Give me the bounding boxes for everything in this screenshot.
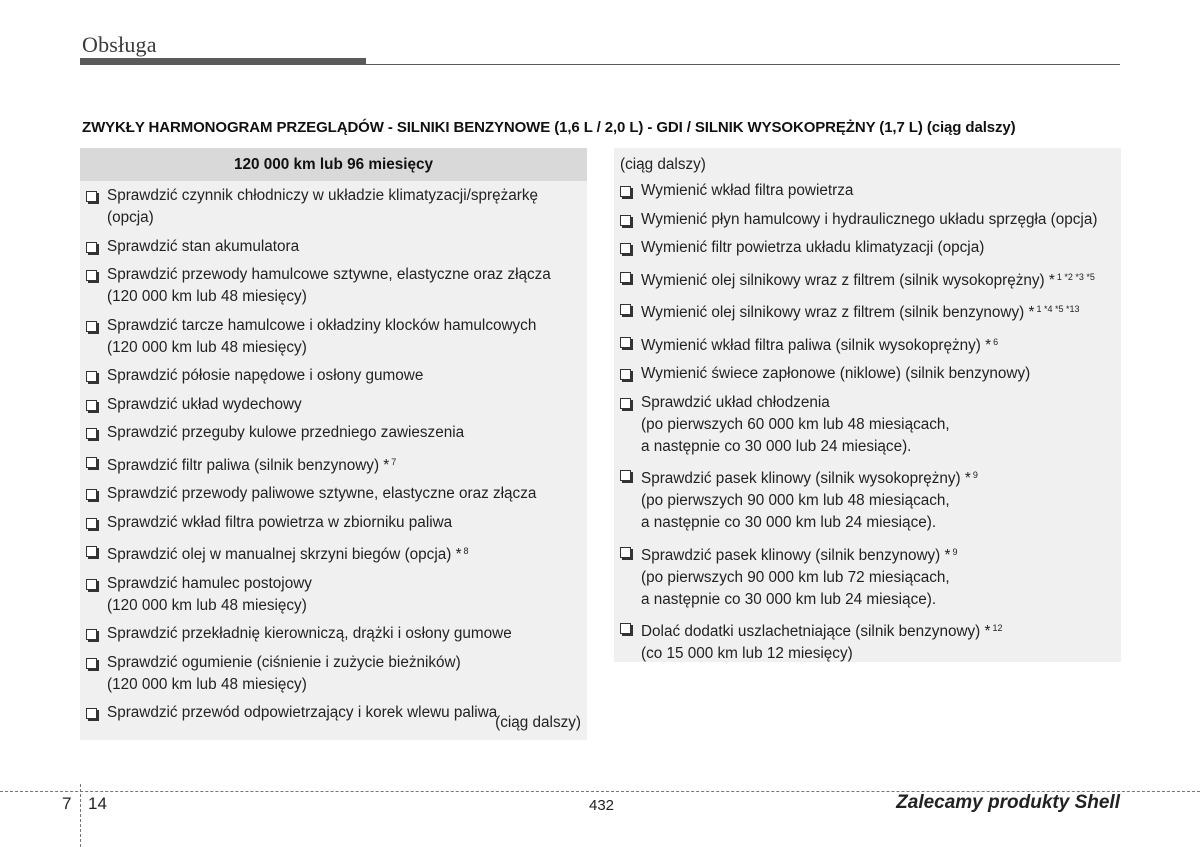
checkbox-icon — [86, 400, 97, 411]
footnote-reference: 1 *2 *3 *5 — [1056, 271, 1095, 282]
checkbox-icon — [86, 191, 97, 202]
checkbox-icon — [86, 579, 97, 590]
checkbox-icon — [620, 186, 631, 197]
checklist-item — [618, 180, 1121, 202]
checklist-item — [84, 451, 587, 477]
checkbox-icon — [86, 546, 97, 557]
checkbox-icon — [86, 371, 97, 382]
checklist-item — [618, 266, 1121, 292]
checklist-item — [618, 237, 1121, 259]
left-item-list — [80, 181, 587, 724]
checkbox-icon — [620, 547, 631, 558]
checklist-item-text: Wymienić świece zapłonowe (niklowe) (silnik benzynowy) — [641, 365, 1031, 382]
checklist-item-text: Sprawdzić przewody paliwowe sztywne, elastyczne oraz złącza — [107, 485, 537, 502]
checklist-item-text: Sprawdzić stan akumulatora — [107, 237, 300, 255]
checklist-item — [84, 512, 587, 534]
checklist-item-detail: (po pierwszych 90 000 km lub 48 miesiącach, a następnie co 30 000 km lub 24 miesiące). — [641, 492, 950, 531]
checkbox-icon — [86, 270, 97, 281]
checkbox-icon — [86, 708, 97, 719]
header-rule-thick — [80, 58, 366, 65]
checklist-item-text: Sprawdzić olej w manualnej skrzyni biegów (opcja) * — [107, 546, 462, 563]
checklist-item-text: Wymienić wkład filtra powietrza — [641, 182, 854, 199]
checkbox-icon — [86, 629, 97, 640]
continued-top-note: (ciąg dalszy) — [620, 156, 706, 173]
checkbox-icon — [620, 272, 631, 283]
checklist-item-text: Sprawdzić pasek klinowy (silnik wysokoprężny) * — [641, 470, 971, 487]
checkbox-icon — [620, 243, 631, 254]
checklist-item-text: Sprawdzić wkład filtra powietrza w zbiorniku paliwa — [107, 513, 453, 531]
schedule-heading: ZWYKŁY HARMONOGRAM PRZEGLĄDÓW - SILNIKI BENZYNOWE (1,6 L / 2,0 L) - GDI / SILNIK WYSOKOPRĘŻNY (1,7 L) (ciąg dalszy) — [82, 119, 1016, 136]
checklist-item — [84, 623, 587, 645]
footnote-reference: 1 *4 *5 *13 — [1036, 304, 1080, 314]
checklist-item-text: Sprawdzić pasek klinowy (silnik benzynowy) * — [641, 546, 951, 564]
checkbox-icon — [86, 242, 97, 253]
checklist-item-text: Wymienić płyn hamulcowy i hydraulicznego układu sprzęgła (opcja) — [641, 210, 1098, 228]
checklist-item — [84, 264, 587, 308]
checklist-item-text: Wymienić wkład filtra paliwa (silnik wysokoprężny) * — [641, 336, 992, 354]
checklist-item-text: Wymienić filtr powietrza układu klimatyzacji (opcja) — [641, 239, 985, 256]
checkbox-icon — [620, 337, 631, 348]
checklist-item — [618, 541, 1121, 611]
checklist-item-detail: (co 15 000 km lub 12 miesięcy) — [641, 645, 853, 662]
checklist-item — [618, 464, 1121, 534]
footnote-reference: 8 — [463, 546, 469, 556]
checklist-item — [84, 365, 587, 387]
checklist-item-text: Wymienić olej silnikowy wraz z filtrem (silnik wysokoprężny) * — [641, 271, 1055, 289]
checklist-item-text: Sprawdzić układ wydechowy — [107, 395, 302, 413]
checklist-item — [618, 209, 1121, 231]
footnote-reference: 9 — [972, 470, 978, 480]
footer-vertical-divider — [80, 784, 81, 847]
chapter-page-number: 14 — [88, 794, 107, 813]
checklist-item — [618, 298, 1121, 324]
section-title: Obsługa — [82, 32, 157, 57]
checklist-item — [84, 394, 587, 416]
checkbox-icon — [86, 518, 97, 529]
checklist-item-detail: (po pierwszych 90 000 km lub 72 miesiącach, a następnie co 30 000 km lub 24 miesiące). — [641, 568, 950, 608]
checklist-item — [84, 540, 587, 566]
checklist-item — [84, 422, 587, 444]
interval-header: 120 000 km lub 96 miesięcy — [80, 148, 587, 181]
checklist-item-text: Wymienić olej silnikowy wraz z filtrem (silnik benzynowy) * — [641, 304, 1035, 321]
chapter-number: 7 — [62, 794, 72, 813]
checklist-item-text: Sprawdzić układ chłodzenia (po pierwszych 60 000 km lub 48 miesiącach, a następnie co 30 000 lub 24 miesiące). — [641, 393, 950, 455]
checkbox-icon — [620, 304, 631, 315]
checklist-item — [84, 315, 587, 359]
checklist-item-text: Dolać dodatki uszlachetniające (silnik benzynowy) * — [641, 623, 991, 640]
checkbox-icon — [620, 623, 631, 634]
checklist-item-text: Sprawdzić przewód odpowietrzający i korek wlewu paliwa — [107, 704, 498, 721]
checklist-item — [618, 331, 1121, 357]
page-number: 432 — [589, 797, 615, 814]
checkbox-icon — [620, 398, 631, 409]
checkbox-icon — [620, 470, 631, 481]
checklist-item-text: Sprawdzić przeguby kulowe przedniego zawieszenia — [107, 424, 465, 441]
checklist-item — [84, 185, 587, 229]
checklist-item-text: Sprawdzić filtr paliwa (silnik benzynowy) * — [107, 456, 390, 474]
header-rule-thin — [366, 64, 1120, 65]
footer-tagline: Zalecamy produkty Shell — [896, 792, 1120, 813]
checkbox-icon — [620, 215, 631, 226]
checklist-item-text: Sprawdzić tarcze hamulcowe i okładziny klocków hamulcowych (120 000 km lub 48 miesięcy) — [107, 316, 537, 356]
checklist-item — [618, 363, 1121, 385]
checkbox-icon — [86, 457, 97, 468]
right-item-list — [614, 180, 1121, 665]
checklist-item — [618, 392, 1121, 458]
footnote-reference: 7 — [391, 456, 397, 467]
checklist-item-text: Sprawdzić półosie napędowe i osłony gumowe — [107, 367, 424, 384]
checklist-item — [618, 617, 1121, 665]
checkbox-icon — [86, 658, 97, 669]
checklist-item — [84, 483, 587, 505]
left-panel — [80, 148, 587, 740]
footnote-reference: 6 — [993, 336, 999, 347]
checklist-item — [84, 573, 587, 617]
checklist-item-text: Sprawdzić czynnik chłodniczy w układzie klimatyzacji/sprężarkę (opcja) — [107, 187, 539, 226]
checklist-item-text: Sprawdzić ogumienie (ciśnienie i zużycie bieżników) (120 000 km lub 48 miesięcy) — [107, 653, 461, 693]
checklist-item-text: Sprawdzić przewody hamulcowe sztywne, elastyczne oraz złącza (120 000 km lub 48 miesięcy) — [107, 266, 551, 305]
checkbox-icon — [620, 369, 631, 380]
right-panel — [614, 148, 1121, 662]
checklist-item — [84, 236, 587, 258]
checkbox-icon — [86, 489, 97, 500]
continued-note: (ciąg dalszy) — [495, 714, 581, 731]
checkbox-icon — [86, 428, 97, 439]
footnote-reference: 9 — [952, 546, 958, 557]
checklist-item-text: Sprawdzić przekładnię kierowniczą, drążki i osłony gumowe — [107, 625, 512, 642]
checkbox-icon — [86, 321, 97, 332]
footnote-reference: 12 — [992, 623, 1003, 633]
checklist-item — [84, 652, 587, 696]
checklist-item-text: Sprawdzić hamulec postojowy (120 000 km lub 48 miesięcy) — [107, 574, 312, 614]
